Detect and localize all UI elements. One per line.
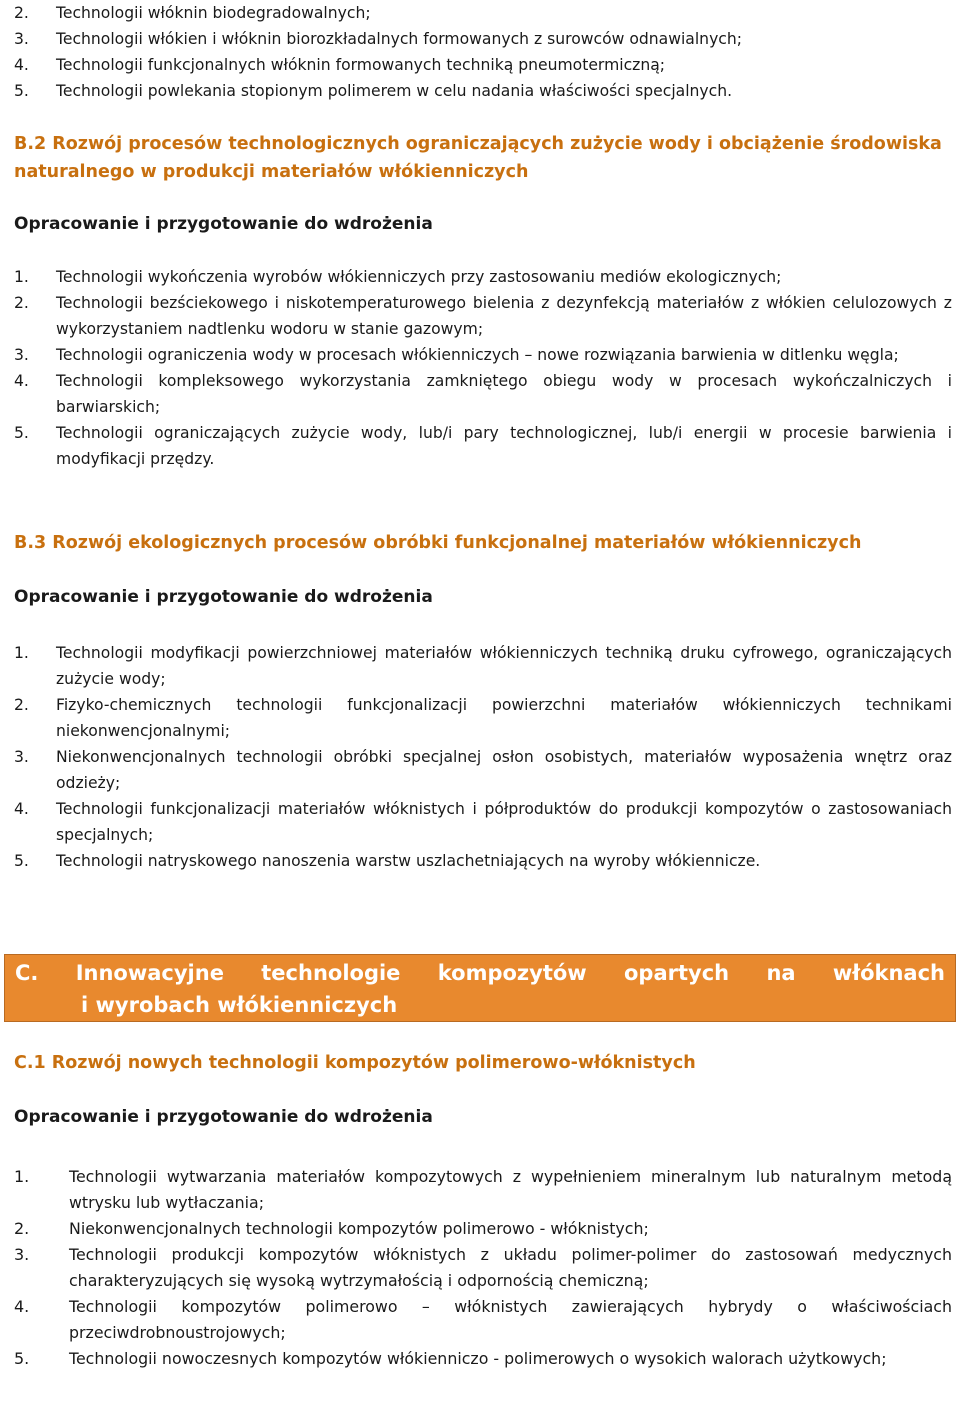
section-b3-heading: B.3 Rozwój ekologicznych procesów obróbki funkcjonalnej materiałów włókienniczych xyxy=(14,533,862,553)
banner-line-1: C. Innowacyjne technologie kompozytów opartych na włóknach xyxy=(15,961,945,985)
list-item: 2. Fizyko-chemicznych technologii funkcjonalizacji powierzchni materiałów włókienniczych technikami niekonwencjonalnymi; xyxy=(14,696,952,740)
section-c1-subheading: Opracowanie i przygotowanie do wdrożenia xyxy=(14,1107,433,1127)
section-b2-heading: B.2 Rozwój procesów technologicznych ograniczających zużycie wody i obciążenie środowiska naturalnego w produkcji materiałów włókienniczych xyxy=(14,134,942,182)
list-item: 2. Technologii włóknin biodegradowalnych; xyxy=(14,4,371,22)
section-b3-list xyxy=(0,640,960,874)
list-item: 4. Technologii kompleksowego wykorzystania zamkniętego obiegu wody w procesach wykończalniczych i barwiarskich; xyxy=(14,372,952,416)
list-item: 4. Technologii kompozytów polimerowo – włóknistych zawierających hybrydy o właściwościach przeciwdrobnoustrojowych; xyxy=(14,1297,952,1342)
top-list xyxy=(0,0,960,104)
list-item: 5. Technologii natryskowego nanoszenia warstw uszlachetniających na wyroby włókiennicze. xyxy=(14,852,761,870)
section-c-banner xyxy=(4,954,956,1022)
section-c1-list xyxy=(0,1164,960,1372)
section-b3-subheading: Opracowanie i przygotowanie do wdrożenia xyxy=(14,587,433,607)
list-item: 4. Technologii funkcjonalizacji materiałów włóknistych i półproduktów do produkcji kompozytów o zastosowaniach specjalnych; xyxy=(14,800,952,844)
section-b2-subheading: Opracowanie i przygotowanie do wdrożenia xyxy=(14,214,433,234)
list-item: 3. Technologii produkcji kompozytów włóknistych z układu polimer-polimer do zastosowań medycznych charakteryzujących się wysoką wytrzymałością i odpornością chemiczną; xyxy=(14,1245,952,1290)
list-item: 1. Technologii wykończenia wyrobów włókienniczych przy zastosowaniu mediów ekologicznych; xyxy=(14,268,782,286)
banner-line-2: i wyrobach włókienniczych xyxy=(81,993,398,1017)
list-item: 3. Niekonwencjonalnych technologii obróbki specjalnej osłon osobistych, materiałów wyposażenia wnętrz oraz odzieży; xyxy=(14,748,952,792)
list-item: 5. Technologii powlekania stopionym polimerem w celu nadania właściwości specjalnych. xyxy=(14,82,733,100)
section-b2-list xyxy=(0,264,960,472)
list-item: 5. Technologii nowoczesnych kompozytów włókienniczo - polimerowych o wysokich walorach użytkowych; xyxy=(14,1349,887,1368)
list-item: 2. Technologii bezściekowego i niskotemperaturowego bielenia z dezynfekcją materiałów z włókien celulozowych z wykorzystaniem nadtlenku wodoru w stanie gazowym; xyxy=(14,294,952,338)
section-c1-heading: C.1 Rozwój nowych technologii kompozytów polimerowo-włóknistych xyxy=(14,1053,696,1073)
list-item: 4. Technologii funkcjonalnych włóknin formowanych techniką pneumotermiczną; xyxy=(14,56,666,74)
list-item: 3. Technologii włókien i włóknin biorozkładalnych formowanych z surowców odnawialnych; xyxy=(14,30,743,48)
list-item: 3. Technologii ograniczenia wody w procesach włókienniczych – nowe rozwiązania barwienia w ditlenku węgla; xyxy=(14,346,899,364)
list-item: 1. Technologii wytwarzania materiałów kompozytowych z wypełnieniem mineralnym lub naturalnym metodą wtrysku lub wytłaczania; xyxy=(14,1167,952,1212)
list-item: 1. Technologii modyfikacji powierzchniowej materiałów włókienniczych techniką druku cyfrowego, ograniczających zużycie wody; xyxy=(14,644,952,688)
list-item: 5. Technologii ograniczających zużycie wody, lub/i pary technologicznej, lub/i energii w procesie barwienia i modyfikacji przędzy. xyxy=(14,424,952,468)
list-item: 2. Niekonwencjonalnych technologii kompozytów polimerowo - włóknistych; xyxy=(14,1219,649,1238)
